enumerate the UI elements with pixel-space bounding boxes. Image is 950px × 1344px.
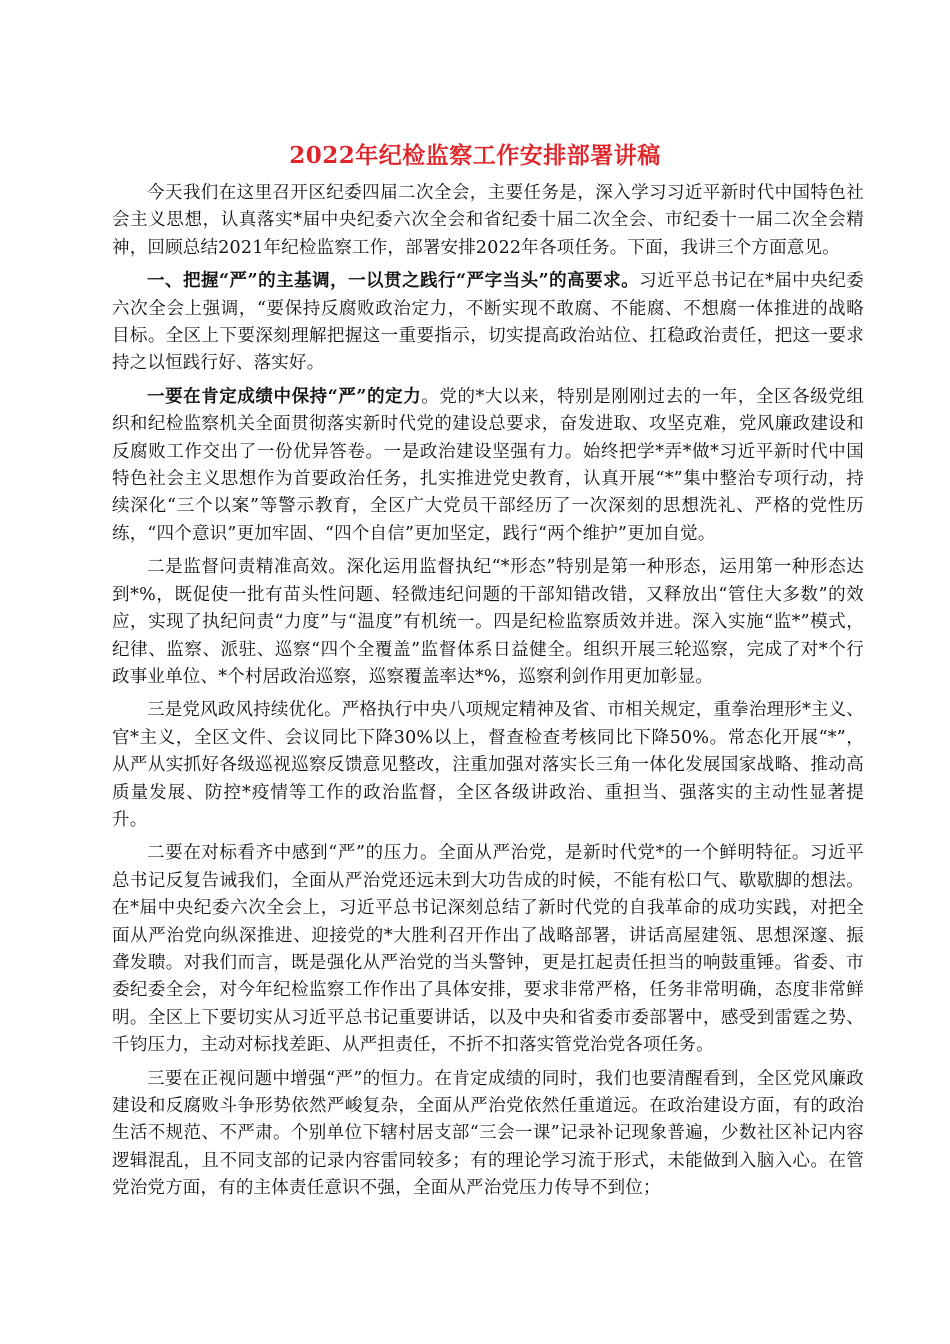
paragraph-intro — [112, 180, 864, 262]
paragraph-point-one — [112, 384, 864, 548]
paragraph-text: 。党的*大以来，特别是刚刚过去的一年，全区各级党组织和纪检监察机关全面贯彻落实新时代党的建设总要求，奋发进取、攻坚克难，党风廉政建设和反腐败工作交出了一份优异答卷。一是政治建设坚强有力。始终把学*弄*做*习近平新时代中国特色社会主义思想作为首要政治任务，扎实推进党史教育，认真开展“*”集中整治专项行动，持续深化“三个以案”等警示教育，全区广大党员干部经历了一次深刻的思想洗礼、严格的党性历练，“四个意识”更加牢固、“四个自信”更加坚定，践行“两个维护”更加自觉。 — [112, 386, 864, 544]
paragraph-text: 今天我们在这里召开区纪委四届二次全会，主要任务是，深入学习习近平新时代中国特色社会主义思想，认真落实*届中央纪委六次全会和省纪委十届二次全会、市纪委十一届二次全会精神，回顾总结2021年纪检监察工作，部署安排2022年各项任务。下面，我讲三个方面意见。 — [112, 183, 864, 258]
paragraph-lead: 一、把握“严”的主基调，一以贯之践行“严字当头”的高要求。 — [147, 271, 640, 292]
paragraph-text: 三要在正视问题中增强“严”的恒力。在肯定成绩的同时，我们也要清醒看到，全区党风廉政建设和反腐败斗争形势依然严峻复杂，全面从严治党依然任重道远。在政治建设方面，有的政治生活不规范、不严肃。个别单位下辖村居支部“三会一课”记录补记现象普遍，少数社区补记内容逻辑混乱，且不同支部的记录内容雷同较多；有的理论学习流于形式，未能做到入脑入心。在管党治党方面，有的主体责任意识不强，全面从严治党压力传导不到位； — [112, 1068, 864, 1199]
paragraph-section-one — [112, 268, 864, 378]
paragraph-point-three — [112, 1066, 864, 1203]
page-title: 2022年纪检监察工作安排部署讲稿 — [289, 142, 661, 169]
paragraph-text: 二是监督问责精准高效。深化运用监督执纪“*形态”特别是第一种形态，运用第一种形态达到*%，既促使一批有苗头性问题、轻微违纪问题的干部知错改错，又释放出“管住大多数”的效应，实现了执纪问责“力度”与“温度”有机统一。四是纪检监察质效并进。深入实施“监*”模式，纪律、监察、派驻、巡察“四个全覆盖”监督体系日益健全。组织开展三轮巡察，完成了对*个行政事业单位、*个村居政治巡察，巡察覆盖率达*%，巡察利剑作用更加彰显。 — [112, 557, 864, 687]
paragraph-point-two — [112, 840, 864, 1059]
paragraph-lead: 一要在肯定成绩中保持“严”的定力 — [147, 386, 422, 407]
paragraph-text: 二要在对标看齐中感到“严”的压力。全面从严治党，是新时代党*的一个鲜明特征。习近平总书记反复告诫我们，全面从严治党还远未到大功告成的时候，不能有松口气、歇歇脚的想法。在*届中央纪委六次全会上，习近平总书记深刻总结了新时代党的自我革命的成功实践，对把全面从严治党向纵深推进、迎接党的*大胜利召开作出了战略部署，讲话高屋建瓴、思想深邃、振聋发聩。对我们而言，既是强化从严治党的当头警钟，更是扛起责任担当的响鼓重锤。省委、市委纪委全会，对今年纪检监察工作作出了具体安排，要求非常严格，任务非常明确，态度非常鲜明。全区上下要切实从习近平总书记重要讲话，以及中央和省委市委部署中，感受到雷霆之势、千钧压力，主动对标找差距、从严担责任，不折不扣落实管党治党各项任务。 — [112, 843, 864, 1056]
document-body — [112, 180, 864, 1209]
paragraph-text: 三是党风政风持续优化。严格执行中央八项规定精神及省、市相关规定，重拳治理形*主义、官*主义，全区文件、会议同比下降30%以上，督查检查考核同比下降50%。常态化开展“*”，从严从实抓好各级巡视巡察反馈意见整改，注重加强对落实长三角一体化发展国家战略、推动高质量发展、防控*疫情等工作的政治监督，全区各级讲政治、重担当、强落实的主动性显著提升。 — [112, 700, 864, 830]
paragraph-style — [112, 697, 864, 834]
paragraph-supervision — [112, 554, 864, 691]
paragraph-text: 习近平总书记在*届中央纪委六次全会上强调，“要保持反腐败政治定力，不断实现不敢腐、不能腐、不想腐一体推进的战略目标。全区上下要深刻理解把握这一重要指示，切实提高政治站位、扛稳政治责任，把这一要求持之以恒践行好、落实好。 — [112, 271, 864, 374]
